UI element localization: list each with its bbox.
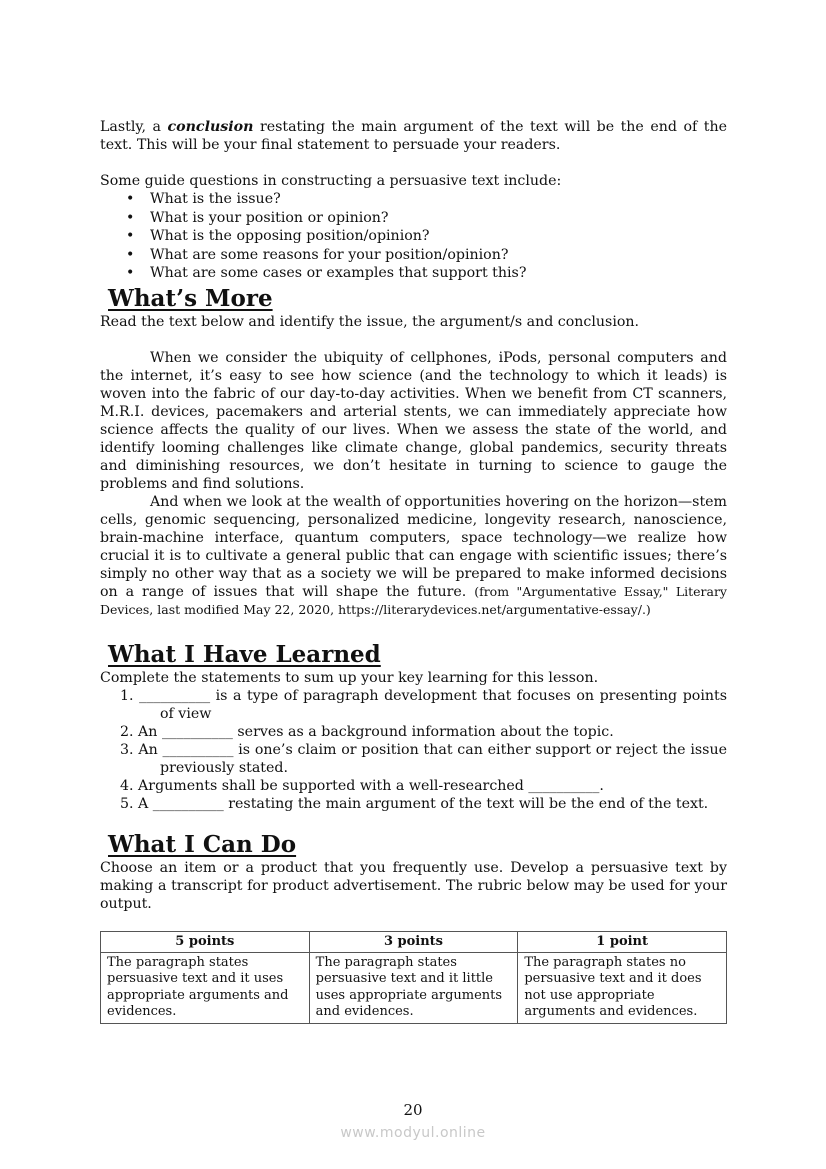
list-item: • What are some cases or examples that support this? — [126, 265, 527, 281]
rubric-cell-3: The paragraph states persuasive text and it little uses appropriate arguments and evidences. — [309, 952, 518, 1023]
list-item: • What is your position or opinion? — [126, 209, 389, 226]
list-item: • What is the opposing position/opinion? — [126, 228, 430, 244]
page-number: 20 — [403, 1101, 423, 1119]
learned-statements-list — [100, 687, 727, 813]
intro-rest: restating the main argument of the text will be the end of the text. This will be your final statement to persuade your readers. — [100, 119, 727, 153]
intro-lead: Lastly, a — [100, 119, 168, 135]
what-i-can-do-heading: What I Can Do — [108, 830, 297, 858]
rubric-cell-1: The paragraph states no persuasive text and it does not use appropriate arguments and evidences. — [518, 952, 727, 1023]
learned-instruction: Complete the statements to sum up your key learning for this lesson. — [100, 669, 599, 686]
table-header-row — [101, 931, 727, 952]
page-content — [100, 118, 727, 1024]
whats-more-heading: What’s More — [108, 284, 273, 312]
citation: (from "Argumentative Essay," Literary Devices, last modified May 22, 2020, https://literarydevices.net/argumentative-essay/.) — [100, 583, 727, 617]
conclusion-term: conclusion — [167, 119, 254, 135]
reading-paragraph-1: When we consider the ubiquity of cellphones, iPods, personal computers and the internet, it’s easy to see how science (and the technology to which it leads) is woven into the fabric of our day-to-day activities. When we benefit from CT scanners, M.R.I. devices, pacemakers and arterial stents, we can immediately appreciate how science affects the quality of our lives. When we assess the state of the world, and identify looming challenges like climate change, global pandemics, security threats and diminishing resources, we don’t hesitate in turning to science to gauge the problems and find solutions. — [100, 349, 727, 492]
reading-paragraph-2-text: And when we look at the wealth of opportunities hovering on the horizon—stem cells, genomic sequencing, personalized medicine, longevity research, nanoscience, brain-machine interface, quantum computers, space technology—we realize how crucial it is to cultivate a general public that can engage with scientific issues; there’s simply no other way that as a society we will be prepared to make informed decisions on a range of issues that will shape the future. — [100, 493, 727, 600]
guide-heading: Some guide questions in constructing a persuasive text include: — [100, 173, 562, 189]
intro-paragraph — [100, 118, 727, 154]
reading-paragraph-2 — [100, 493, 727, 619]
bullet-icon: • — [126, 191, 135, 207]
list-item: 5. A __________ restating the main argument of the text will be the end of the text. — [120, 795, 709, 812]
bullet-icon: • — [126, 209, 135, 226]
rubric-cell-5: The paragraph states persuasive text and it uses appropriate arguments and evidences. — [101, 952, 310, 1023]
guide-questions-list — [100, 190, 727, 283]
list-item: 1. __________ is a type of paragraph development that focuses on presenting points of view — [120, 687, 727, 722]
bullet-icon: • — [126, 265, 135, 281]
list-item: 3. An __________ is one’s claim or position that can either support or reject the issue previously stated. — [120, 741, 727, 776]
table-row — [101, 952, 727, 1023]
rubric-table — [100, 931, 727, 1024]
bullet-icon: • — [126, 246, 135, 263]
rubric-header-5: 5 points — [101, 931, 310, 952]
list-item: • What is the issue? — [126, 191, 281, 207]
watermark: www.modyul.online — [340, 1125, 486, 1141]
rubric-header-1: 1 point — [518, 931, 727, 952]
whats-more-instruction: Read the text below and identify the issue, the argument/s and conclusion. — [100, 313, 640, 330]
bullet-icon: • — [126, 228, 135, 244]
what-i-have-learned-heading: What I Have Learned — [108, 640, 381, 668]
rubric-header-3: 3 points — [309, 931, 518, 952]
list-item: 2. An __________ serves as a background information about the topic. — [120, 723, 614, 740]
list-item: 4. Arguments shall be supported with a well-researched __________. — [120, 777, 604, 794]
list-item: • What are some reasons for your position/opinion? — [126, 246, 509, 263]
can-do-instruction: Choose an item or a product that you frequently use. Develop a persuasive text by making a transcript for product advertisement. The rubric below may be used for your output. — [100, 859, 727, 912]
